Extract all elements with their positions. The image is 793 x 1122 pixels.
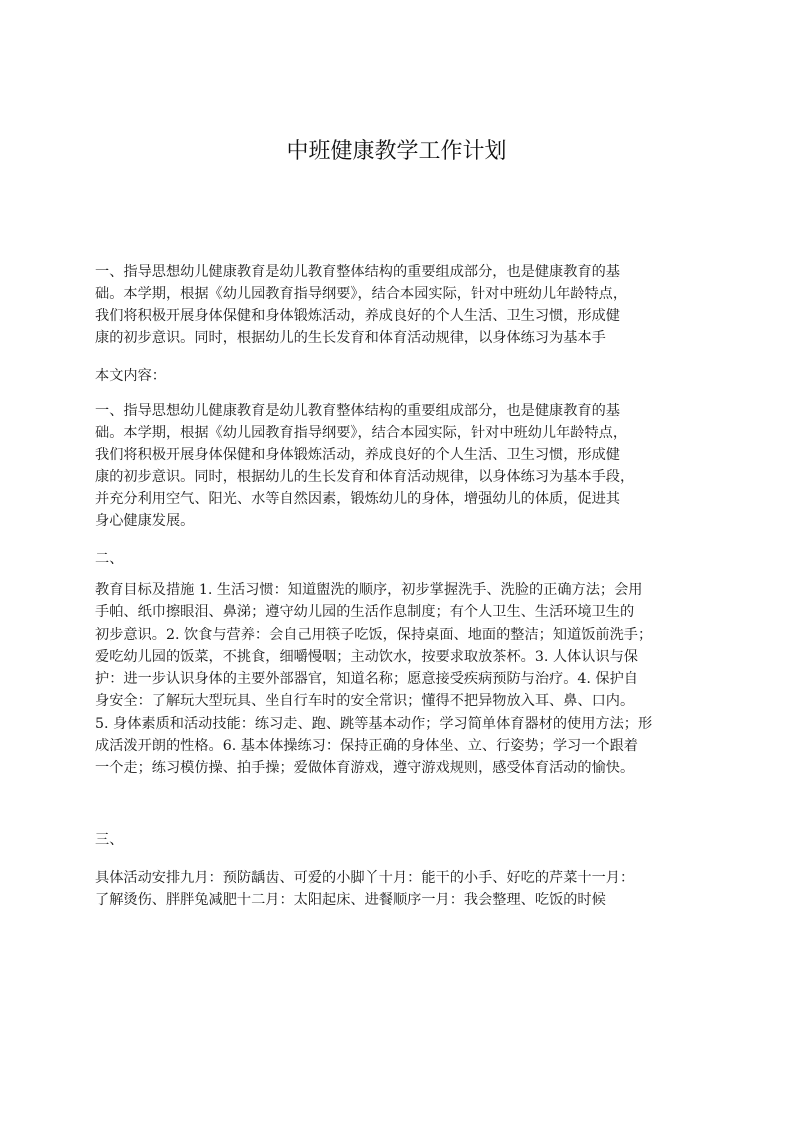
paragraph-line: 具体活动安排九月：预防龋齿、可爱的小脚丫十月：能干的小手、好吃的芹菜十一月： (95, 870, 635, 886)
content-label: 本文内容： (95, 368, 166, 384)
content-label-block (95, 365, 715, 387)
section3-heading-block (95, 829, 715, 851)
paragraph-line: 一、指导思想幼儿健康教育是幼儿教育整体结构的重要组成部分，也是健康教育的基 (95, 264, 620, 280)
section2-heading: 二、 (95, 551, 124, 567)
paragraph-line: 一个走；练习模仿操、拍手操；爱做体育游戏，遵守游戏规则，感受体育活动的愉快。 (95, 760, 635, 777)
paragraph-line: 康的初步意识。同时，根据幼儿的生长发育和体育活动规律，以身体练习为基本手 (95, 330, 606, 346)
paragraph-line: 我们将积极开展身体保健和身体锻炼活动，养成良好的个人生活、卫生习惯，形成健 (95, 447, 620, 463)
document-title: 中班健康教学工作计划 (286, 139, 507, 164)
paragraph-line: 爱吃幼儿园的饭菜，不挑食，细嚼慢咽；主动饮水，按要求取放茶杯。3. 人体认识与保 (95, 648, 638, 665)
paragraph-line: 康的初步意识。同时，根据幼儿的生长发育和体育活动规律，以身体练习为基本手段， (95, 469, 635, 485)
paragraph-line: 成活泼开朗的性格。6. 基本体操练习：保持正确的身体坐、立、行姿势；学习一个跟着 (95, 738, 638, 755)
paragraph-line: 并充分利用空气、阳光、水等自然因素，锻炼幼儿的身体，增强幼儿的体质，促进其 (95, 491, 620, 507)
intro-paragraph (95, 261, 715, 349)
paragraph-line: 我们将积极开展身体保健和身体锻炼活动，养成良好的个人生活、卫生习惯，形成健 (95, 308, 620, 324)
section1-paragraph (95, 400, 715, 532)
paragraph-line: 初步意识。2. 饮食与营养：会自己用筷子吃饭，保持桌面、地面的整洁；知道饭前洗手； (95, 626, 653, 643)
paragraph-line: 础。本学期，根据《幼儿园教育指导纲要》，结合本园实际，针对中班幼儿年龄特点， (95, 425, 628, 441)
section3-paragraph (95, 867, 715, 911)
paragraph-line: 了解烫伤、胖胖兔减肥十二月：太阳起床、进餐顺序一月：我会整理、吃饭的时候 (95, 892, 606, 908)
paragraph-line: 护：进一步认识身体的主要外部器官，知道名称；愿意接受疾病预防与治疗。4. 保护自 (95, 671, 638, 688)
paragraph-line: 教育目标及措施 1. 生活习惯：知道盥洗的顺序，初步掌握洗手、洗脸的正确方法；会用 (95, 582, 643, 598)
section2-heading-block (95, 548, 715, 570)
section3-heading: 三、 (95, 832, 124, 848)
paragraph-line: 础。本学期，根据《幼儿园教育指导纲要》，结合本园实际，针对中班幼儿年龄特点， (95, 286, 628, 302)
section2-paragraph (95, 579, 715, 780)
paragraph-line: 身心健康发展。 (95, 513, 195, 529)
paragraph-line: 一、指导思想幼儿健康教育是幼儿教育整体结构的重要组成部分，也是健康教育的基 (95, 403, 620, 419)
paragraph-line: 5. 身体素质和活动技能：练习走、跑、跳等基本动作；学习简单体育器材的使用方法；形 (95, 715, 653, 732)
paragraph-line: 身安全：了解玩大型玩具、坐自行车时的安全常识；懂得不把异物放入耳、鼻、口内。 (95, 693, 635, 710)
paragraph-line: 手帕、纸巾擦眼泪、鼻涕；遵守幼儿园的生活作息制度；有个人卫生、生活环境卫生的 (95, 604, 635, 621)
